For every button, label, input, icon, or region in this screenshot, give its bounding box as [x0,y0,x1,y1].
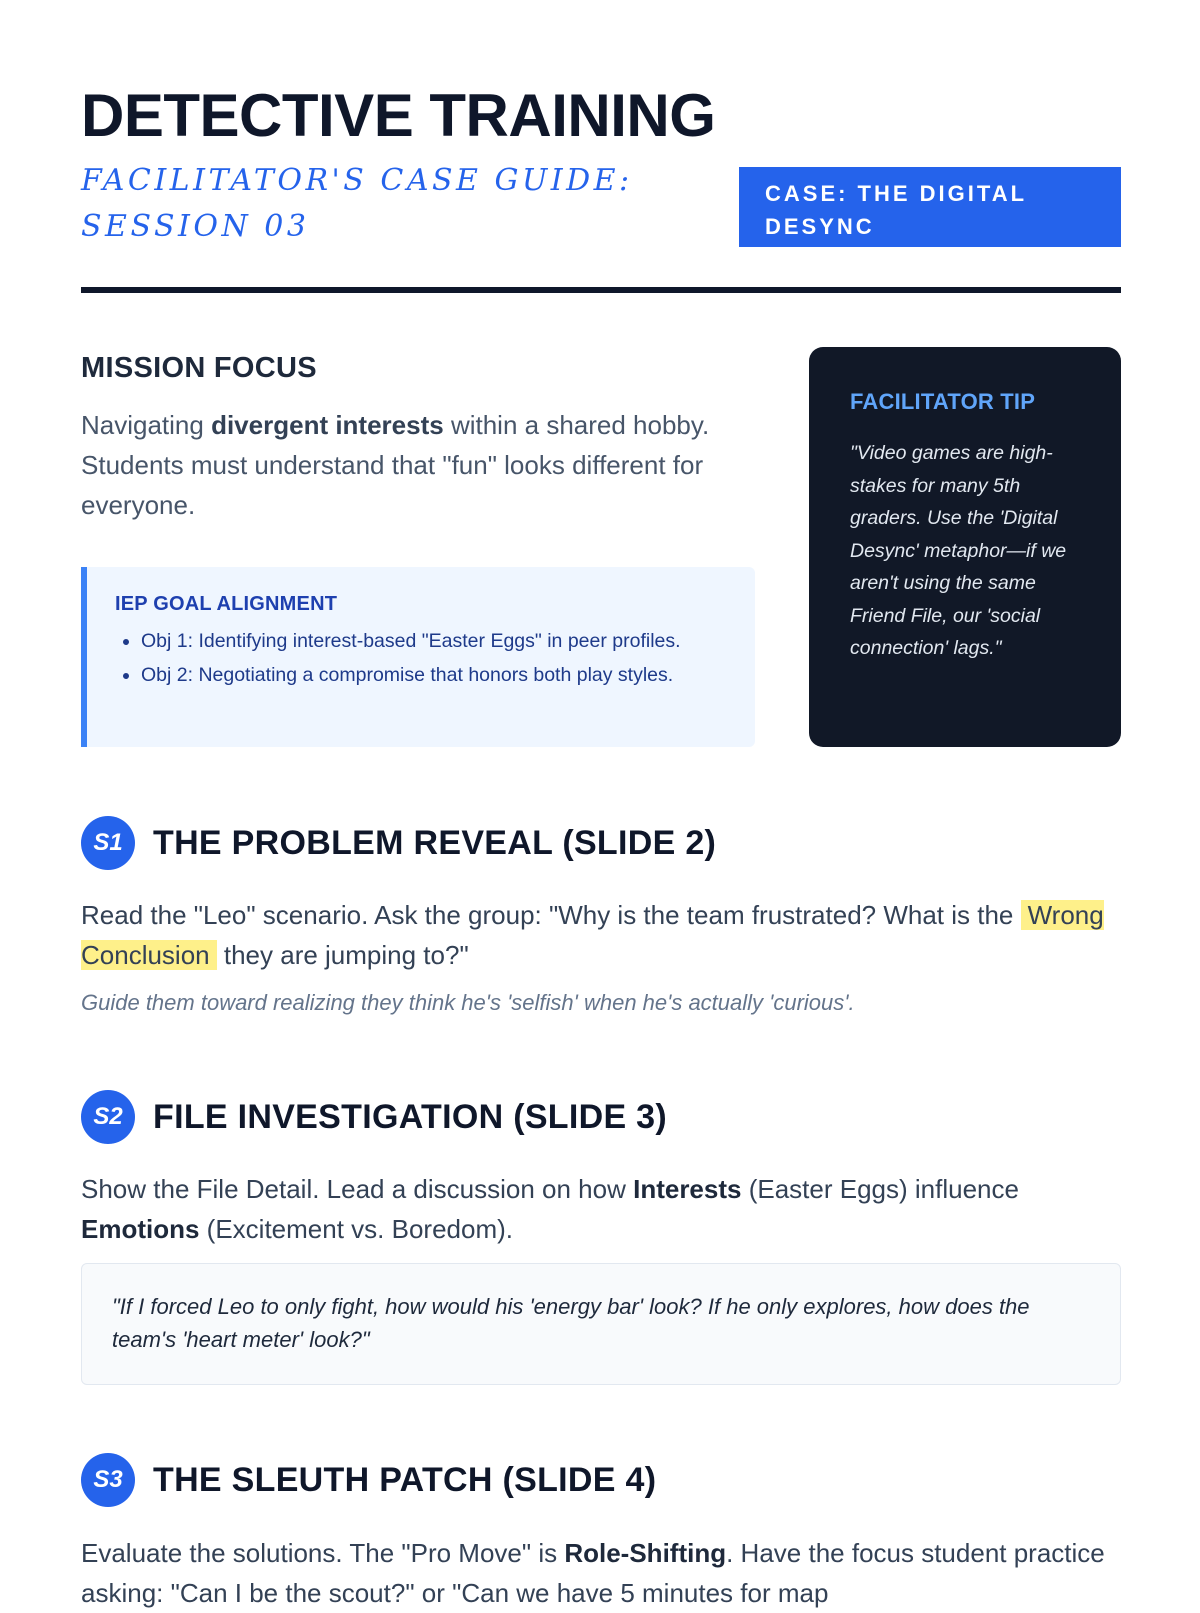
step-3-text-end: . Have the focus student practice asking: "Can I be the scout?" or "Can we have 5 minutes for map [81,1538,1105,1608]
step-3-title: THE SLEUTH PATCH (SLIDE 4) [153,1460,657,1499]
step-1-text-start: Read the "Leo" scenario. Ask the group: "Why is the team frustrated? What is the [81,900,1021,930]
step-2-text-end: (Excitement vs. Boredom). [199,1214,513,1244]
step-2-text [81,1169,1121,1249]
step-3-header [81,1453,656,1507]
mission-text-end: within a shared hobby. Students must understand that "fun" looks different for everyone. [81,410,710,520]
step-2-text-middle: (Easter Eggs) influence [741,1174,1019,1204]
facilitator-tip-title: FACILITATOR TIP [850,389,1036,414]
discussion-quote-box [81,1263,1121,1385]
header-divider [81,287,1121,293]
page-title: DETECTIVE TRAINING [81,82,716,149]
case-badge: CASE: THE DIGITAL DESYNC [739,167,1121,247]
discussion-quote: "If I forced Leo to only fight, how would his 'energy bar' look? If he only explores, how does the team's 'heart meter' look?" [112,1294,1030,1352]
guide-subtitle [81,158,681,250]
step-1-text-end: they are jumping to?" [216,940,469,970]
step-1-text [81,895,1121,975]
facilitator-tip-quote: "Video games are high-stakes for many 5th graders. Use the 'Digital Desync' metaphor—if we aren't using the same Friend File, our 'social connection' lags." [850,442,1067,659]
step-1-header [81,816,716,870]
step-1-title: THE PROBLEM REVEAL (SLIDE 2) [153,823,717,862]
iep-goal-list [115,628,727,688]
step-2-text-start: Show the File Detail. Lead a discussion on how [81,1174,634,1204]
interests-term: Interests [633,1174,742,1204]
step-3-text [81,1533,1121,1613]
facilitator-tip-card [809,347,1121,747]
subtitle-line-1: FACILITATOR'S CASE GUIDE: [81,163,633,198]
iep-goal-item: • Obj 2: Negotiating a compromise that honors both play styles. [141,662,727,688]
emotions-term: Emotions [81,1214,200,1244]
mission-focus-text [81,405,741,525]
step-2-header [81,1090,667,1144]
step-3-badge: S3 [81,1453,135,1507]
wrong-conclusion-highlight: Wrong Conclusion [81,900,1104,970]
step-1-badge: S1 [81,816,135,870]
mission-text-start: Navigating [81,410,212,440]
step-2-badge: S2 [81,1090,135,1144]
iep-goal-box [81,567,755,747]
subtitle-line-2: SESSION 03 [81,209,310,244]
step-2-title: FILE INVESTIGATION (SLIDE 3) [153,1097,668,1136]
step-3-text-start: Evaluate the solutions. The "Pro Move" is [81,1538,565,1568]
step-1-guide-note: Guide them toward realizing they think he's 'selfish' when he's actually 'curious'. [81,990,855,1015]
mission-focus-heading: MISSION FOCUS [81,352,317,384]
iep-goal-item: • Obj 1: Identifying interest-based "Easter Eggs" in peer profiles. [141,628,727,654]
mission-text-emphasis: divergent interests [211,410,444,440]
role-shifting-term: Role-Shifting [564,1538,727,1568]
iep-goal-title: IEP GOAL ALIGNMENT [115,593,338,615]
